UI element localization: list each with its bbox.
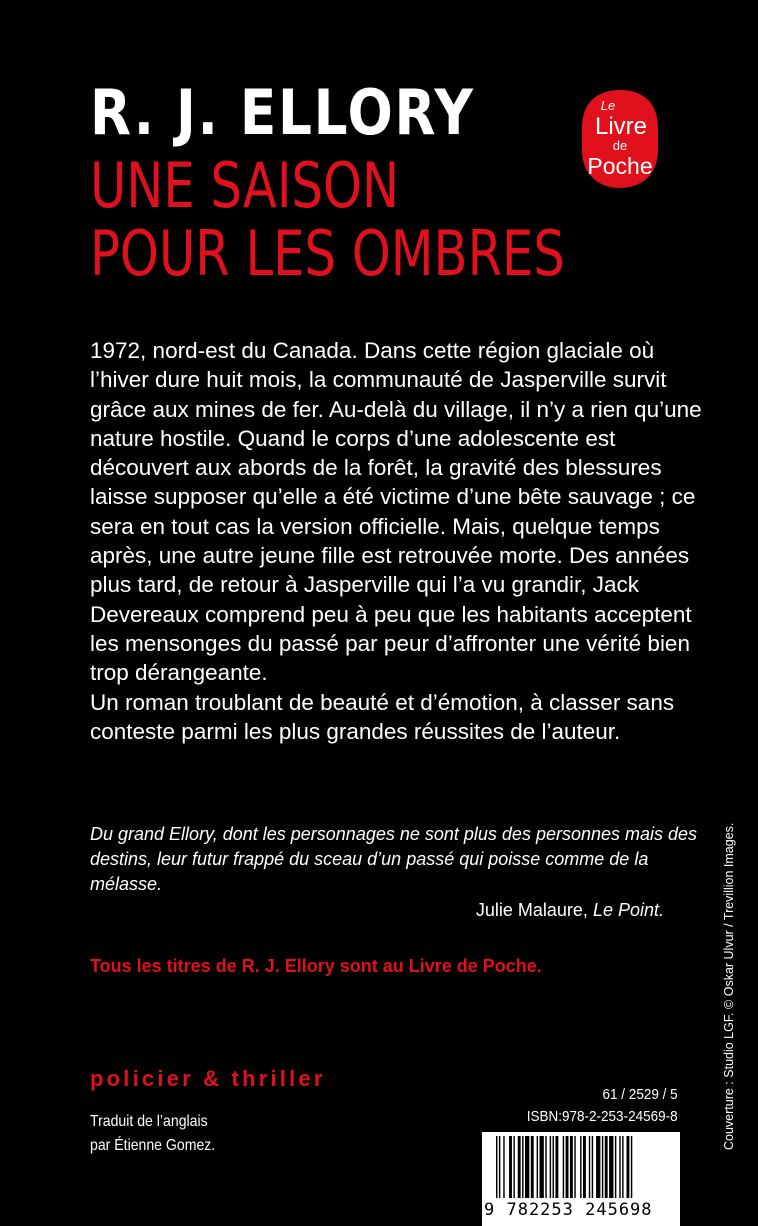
barcode-bar bbox=[499, 1136, 500, 1198]
barcode-bar bbox=[580, 1136, 581, 1198]
barcode-bar bbox=[513, 1136, 514, 1198]
barcode-bar bbox=[531, 1136, 534, 1198]
barcode-icon bbox=[486, 1136, 676, 1200]
barcode-bar bbox=[570, 1136, 573, 1198]
barcode-bar bbox=[540, 1136, 544, 1198]
cover-credits: Couverture : Studio LGF. © Oskar Ulvur / Trevillion Images. bbox=[722, 822, 736, 1150]
isbn: ISBN:978-2-253-24569-8 bbox=[527, 1108, 678, 1125]
barcode-bar bbox=[509, 1136, 512, 1198]
quote-attribution bbox=[476, 898, 664, 923]
barcode-bar bbox=[592, 1136, 593, 1198]
translation-line-2: par Étienne Gomez. bbox=[90, 1137, 216, 1154]
barcode-bar bbox=[589, 1136, 590, 1198]
logo-word-3: de bbox=[612, 138, 628, 153]
barcode-bar bbox=[596, 1136, 600, 1198]
quote-author: Julie Malaure, bbox=[475, 900, 593, 920]
publisher-logo-icon bbox=[580, 88, 660, 190]
barcode-bar bbox=[605, 1136, 608, 1198]
quote-source: Le Point. bbox=[592, 900, 664, 920]
barcode-bar bbox=[525, 1136, 529, 1198]
barcode-bar bbox=[518, 1136, 521, 1198]
genre-label: policier & thriller bbox=[90, 1066, 326, 1091]
barcode-bar bbox=[550, 1136, 551, 1198]
translation-credit bbox=[90, 1110, 215, 1158]
barcode-number: 9 782253 245698 bbox=[484, 1200, 653, 1220]
translation-line-1: Traduit de l’anglais bbox=[90, 1113, 208, 1130]
barcode-bar bbox=[503, 1136, 504, 1198]
barcode-bar bbox=[553, 1136, 554, 1198]
barcode-bar bbox=[555, 1136, 558, 1198]
barcode-bar bbox=[574, 1136, 575, 1198]
barcode-bar bbox=[496, 1136, 497, 1198]
book-title bbox=[90, 149, 565, 290]
all-titles-note: Tous les titres de R. J. Ellory sont au Livre de Poche. bbox=[90, 956, 542, 976]
press-quote: Du grand Ellory, dont les personnages ne sont plus des personnes mais des destins, leur futur frappé du sceau d’un passé qui poisse comme de la mélasse. bbox=[90, 824, 698, 894]
barcode-bar bbox=[602, 1136, 603, 1198]
catalog-code: 61 / 2529 / 5 bbox=[602, 1086, 678, 1103]
barcode-bar bbox=[627, 1136, 630, 1198]
blurb-paragraph-2: Un roman troublant de beauté et d’émotion, à classer sans conteste parmi les plus grandes réussites de l’auteur. bbox=[90, 689, 675, 744]
barcode-bar bbox=[563, 1136, 564, 1198]
barcode-bar bbox=[537, 1136, 538, 1198]
barcode-bar bbox=[619, 1136, 620, 1198]
barcode-bar bbox=[609, 1136, 613, 1198]
barcode-bar bbox=[566, 1136, 569, 1198]
blurb bbox=[90, 336, 710, 746]
logo-word-2: Livre bbox=[594, 113, 648, 140]
barcode-bar bbox=[622, 1136, 623, 1198]
barcode-bar bbox=[545, 1136, 546, 1198]
barcode-bar bbox=[615, 1136, 616, 1198]
author-name: R. J. ELLORY bbox=[90, 76, 475, 149]
logo-word-4: Poche bbox=[587, 153, 653, 179]
publisher-logo bbox=[580, 88, 660, 190]
blurb-paragraph-1: 1972, nord-est du Canada. Dans cette région glaciale où l’hiver dure huit mois, la communauté de Jasperville survit grâce aux mines de fer. Au-delà du village, il n’y a rien qu’une nature hostile. Quand le corps d’une adolescente est découvert aux abords de la forêt, la gravité des blessures laisse supposer qu’elle a été victime d’une bête sauvage ; ce sera en tout cas la version officielle. Mais, quelque temps après, une autre jeune fille est retrouvée morte. Des années plus tard, de retour à Jasperville qui l’a vu grandir, Jack Devereaux comprend peu à peu que les habitants acceptent les mensonges du passé par peur d’affronter une vérité bien trop dérangeante. bbox=[90, 338, 702, 686]
title-line-1: UNE SAISON bbox=[90, 149, 400, 222]
title-line-2: POUR LES OMBRES bbox=[90, 217, 565, 290]
barcode-bar bbox=[631, 1136, 632, 1198]
barcode-bar bbox=[522, 1136, 523, 1198]
product-codes bbox=[527, 1084, 678, 1128]
barcode bbox=[482, 1132, 680, 1226]
logo-word-1: Le bbox=[600, 98, 616, 113]
barcode-bar bbox=[583, 1136, 586, 1198]
